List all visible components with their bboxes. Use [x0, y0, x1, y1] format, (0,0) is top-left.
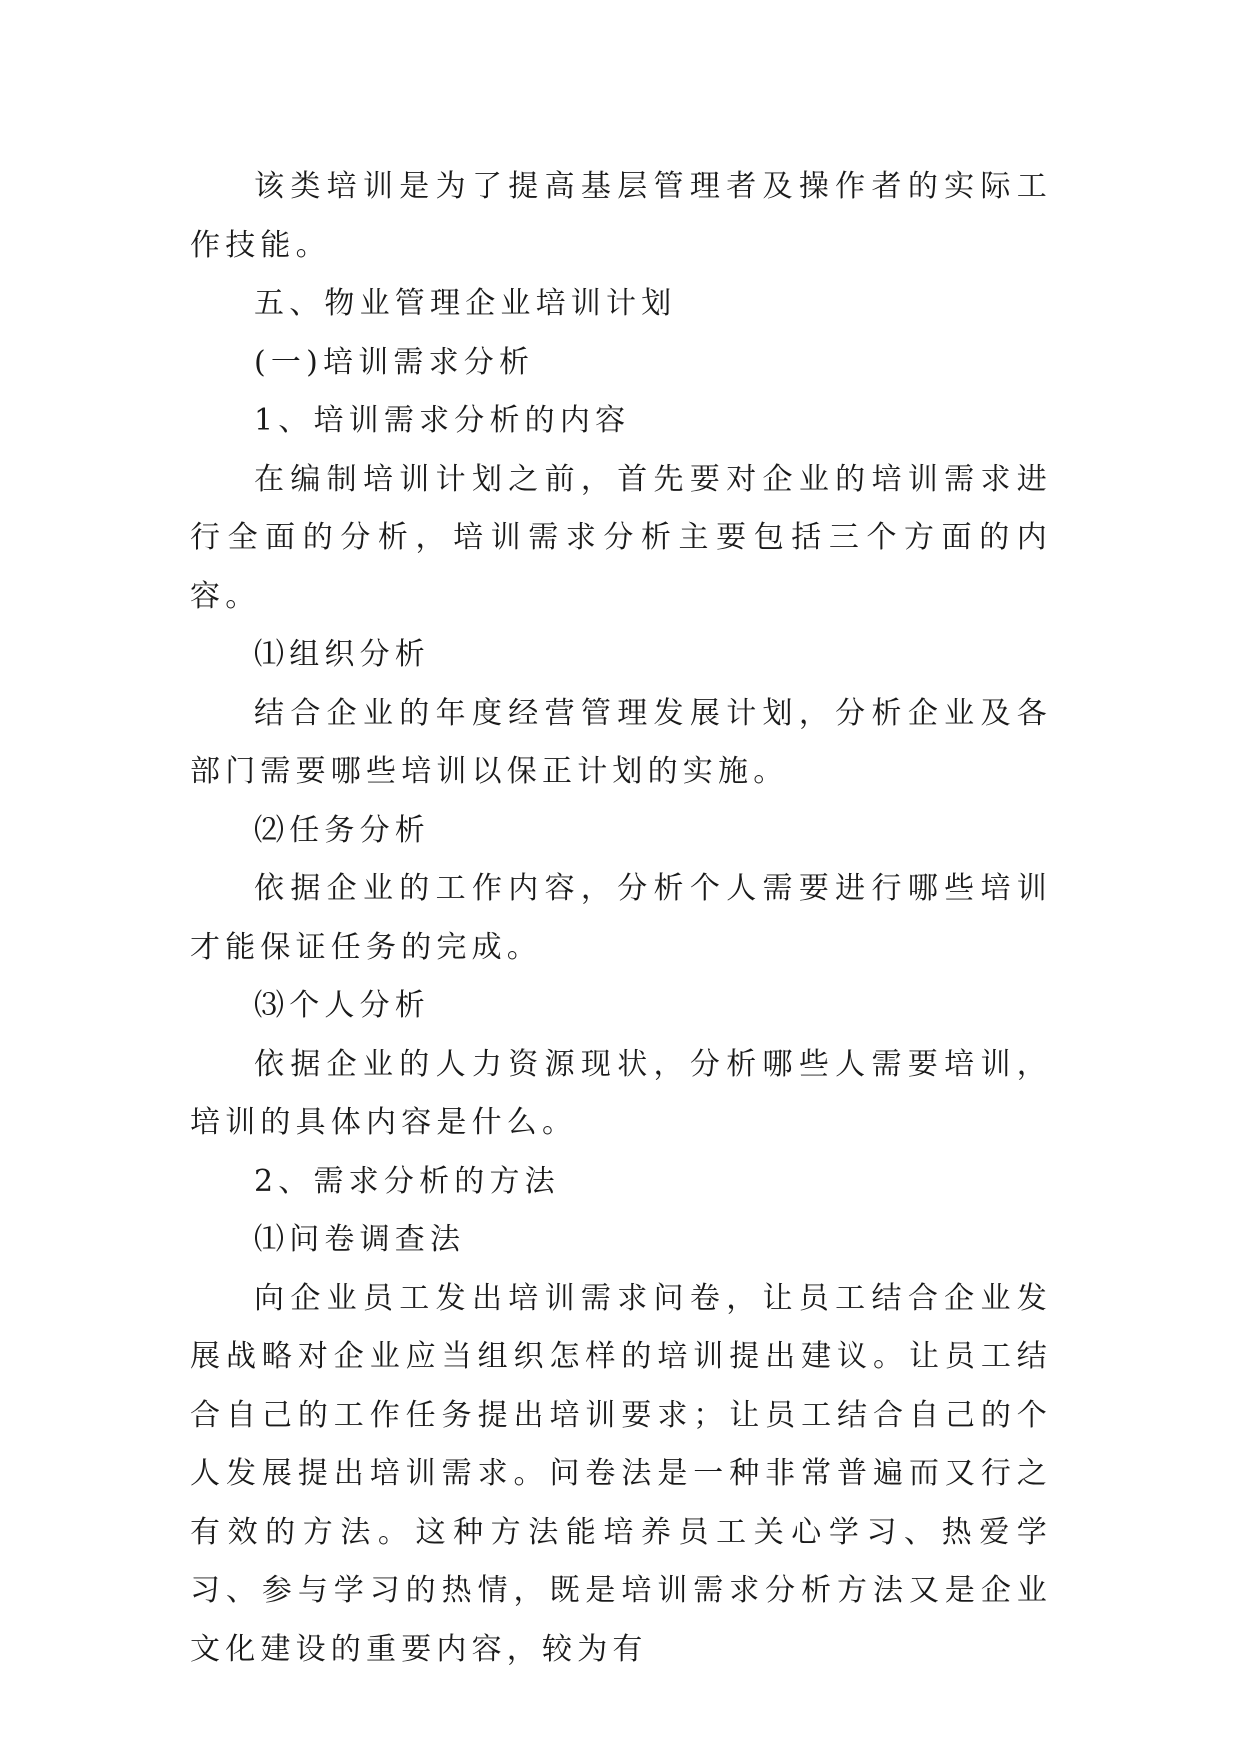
paragraph-organization-analysis: 结合企业的年度经营管理发展计划，分析企业及各部门需要哪些培训以保正计划的实施。	[190, 695, 1052, 789]
paragraph-analysis-intro: 在编制培训计划之前，首先要对企业的培训需求进行全面的分析，培训需求分析主要包括三个方面的内容。	[190, 461, 1052, 614]
paragraph-personal-analysis: 依据企业的人力资源现状，分析哪些人需要培训，培训的具体内容是什么。	[190, 1046, 1052, 1140]
section-heading-training-plan: 五、物业管理企业培训计划	[254, 286, 677, 321]
item-heading-analysis-methods: 2、需求分析的方法	[254, 1163, 560, 1199]
item-heading-analysis-content: 1、培训需求分析的内容	[254, 403, 631, 438]
paragraph-task-analysis: 依据企业的工作内容，分析个人需要进行哪些培训才能保证任务的完成。	[190, 871, 1052, 965]
item-heading-task-analysis: ⑵任务分析	[254, 812, 430, 848]
document-body	[190, 158, 1052, 1679]
paragraph-questionnaire: 向企业员工发出培训需求问卷，让员工结合企业发展战略对企业应当组织怎样的培训提出建议。让员工结合自己的工作任务提出培训要求；让员工结合自己的个人发展提出培训需求。问卷法是一种非常普遍而又行之有效的方法。这种方法能培养员工关心学习、热爱学习、参与学习的热情，既是培训需求分析方法又是企业文化建设的重要内容，较为有	[190, 1280, 1052, 1667]
subsection-heading-needs-analysis: (一)培训需求分析	[254, 344, 535, 380]
item-heading-questionnaire: ⑴问卷调查法	[254, 1222, 466, 1257]
paragraph-training-purpose: 该类培训是为了提高基层管理者及操作者的实际工作技能。	[190, 169, 1052, 263]
item-heading-organization-analysis: ⑴组织分析	[254, 637, 430, 672]
item-heading-personal-analysis: ⑶个人分析	[254, 988, 430, 1023]
